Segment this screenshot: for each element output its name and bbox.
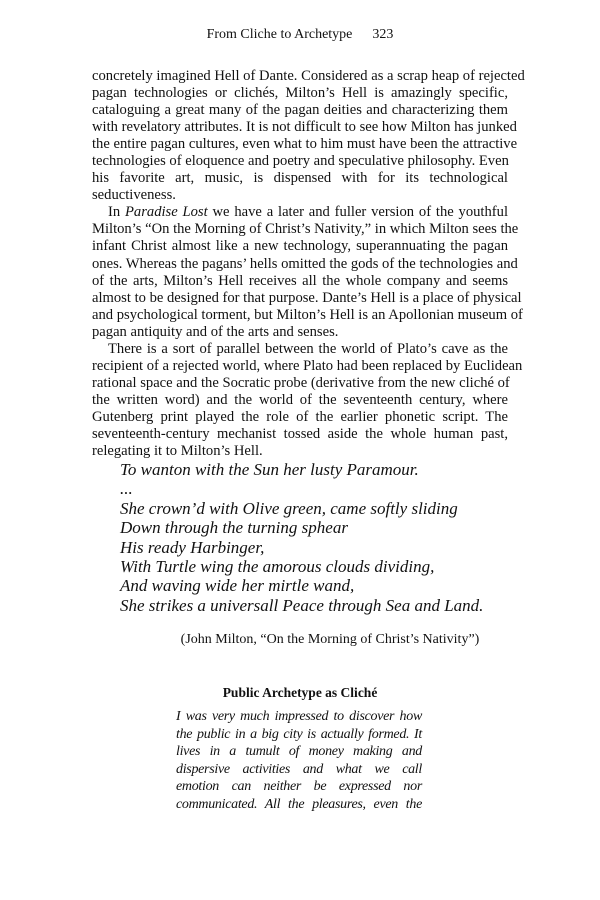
body-line: recipient of a rejected world, where Plato had been replaced by Euclidean (92, 357, 523, 374)
quote-line: I was very much impressed to discover how (176, 709, 422, 724)
poem-line: ... (120, 479, 133, 499)
section-heading: Public Archetype as Cliché (222, 685, 378, 700)
epigraph-quote (176, 708, 422, 814)
body-line: pagan technologies or clichés, Milton’s Hell is amazingly specific, (92, 85, 508, 102)
poem-line: And waving wide her mirtle wand, (120, 576, 355, 596)
body-line: of the arts, Milton’s Hell receives all the whole company and seems (92, 272, 508, 289)
body-line: technologies of eloquence and poetry and speculative philosophy. Even (92, 153, 509, 170)
body-line: rational space and the Socratic probe (derivative from the new cliché of (92, 374, 510, 391)
body-line: and psychological torment, but Milton’s Hell is an Apollonian museum of (92, 306, 523, 323)
body-line: almost to be designed for that purpose. Dante’s Hell is a place of physical (92, 289, 522, 306)
poem-line: She strikes a universall Peace through Sea and Land. (120, 595, 484, 615)
poem-line: She crown’d with Olive green, came softly sliding (120, 498, 458, 518)
body-line: pagan antiquity and of the arts and senses. (92, 323, 339, 340)
quote-line: the public in a big city is actually formed. It (176, 726, 422, 742)
quote-line: emotion can neither be expressed nor (176, 779, 422, 795)
body-line: cataloguing a great many of the pagan deities and characterizing them (92, 102, 508, 119)
body-line: the entire pagan cultures, even what to him must have been the attractive (92, 136, 518, 153)
body-line: with revelatory attributes. It is not difficult to see how Milton has junked (92, 119, 517, 136)
poem-line: Down through the turning sphear (120, 518, 348, 538)
body-text (92, 68, 525, 460)
poem-line: His ready Harbinger, (120, 537, 265, 557)
body-line: Gutenberg print played the role of the earlier phonetic script. The (92, 408, 508, 425)
body-line: the written word) and the world of the seventeenth century, where (92, 391, 508, 408)
poem-line: To wanton with the Sun her lusty Paramour. (120, 460, 419, 479)
body-line: seventeenth-century mechanist tossed aside the whole human past, (92, 425, 508, 442)
book-title: Paradise Lost (125, 204, 208, 221)
running-header (0, 27, 600, 43)
poem-excerpt (120, 460, 483, 615)
body-line: ones. Whereas the pagans’ hells omitted the gods of the technologies and (92, 255, 518, 272)
poem-line: With Turtle wing the amorous clouds dividing, (120, 557, 435, 577)
poem-citation: (John Milton, “On the Morning of Christ’s Nativity”) (180, 632, 480, 647)
body-line: relegating it to Milton’s Hell. (92, 443, 263, 460)
body-line: There is a sort of parallel between the world of Plato’s cave as the (108, 340, 508, 357)
body-line: seductiveness. (92, 187, 176, 204)
body-line: concretely imagined Hell of Dante. Considered as a scrap heap of rejected (92, 68, 525, 84)
body-line: Milton’s “On the Morning of Christ’s Nativity,” in which Milton sees the (92, 221, 519, 238)
quote-line: dispersive activities and what we call (176, 761, 422, 777)
body-line: In Paradise Lost we have a later and fuller version of the youthful (108, 204, 508, 221)
page-number: 323 (372, 27, 394, 42)
body-line: his favorite art, music, is dispensed with for its technological (92, 170, 508, 187)
quote-line: lives in a tumult of money making and (176, 744, 422, 760)
body-line: infant Christ almost like a new technology, superannuating the pagan (92, 238, 508, 255)
running-title: From Cliche to Archetype (206, 27, 353, 42)
quote-line: communicated. All the pleasures, even the (176, 796, 422, 812)
